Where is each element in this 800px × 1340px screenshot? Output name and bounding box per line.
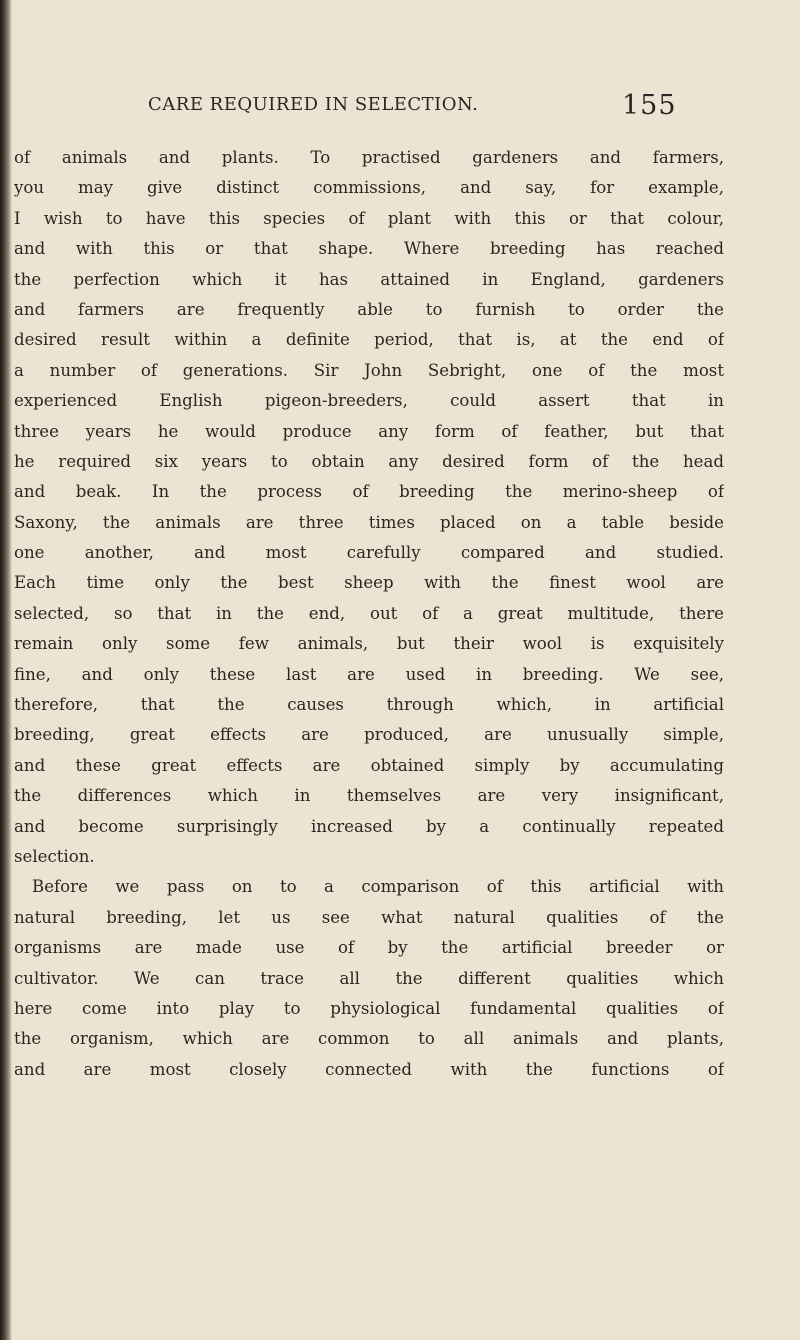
text-line: here come into play to physiological fundamental qualities of — [14, 998, 724, 1018]
text-line: Saxony, the animals are three times placed on a table beside — [14, 512, 724, 532]
text-line: the perfection which it has attained in England, gardeners — [14, 269, 724, 289]
text-line: breeding, great effects are produced, are unusually simple, — [14, 725, 724, 745]
text-line: organisms are made use of by the artificial breeder or — [14, 938, 724, 958]
paragraph-1 — [14, 143, 724, 872]
text-line: Each time only the best sheep with the finest wool are — [14, 573, 724, 593]
text-line: desired result within a definite period, that is, at the end of — [14, 330, 724, 350]
text-line: remain only some few animals, but their wool is exquisitely — [14, 634, 724, 654]
paragraph-2 — [14, 872, 724, 1085]
body-text — [14, 143, 724, 1085]
text-line: and become surprisingly increased by a continually repeated — [14, 816, 724, 836]
text-line: he required six years to obtain any desired form of the head — [14, 451, 724, 471]
text-line: therefore, that the causes through which, in artificial — [14, 695, 724, 715]
text-line: and beak. In the process of breeding the merino-sheep of — [14, 482, 724, 502]
text-line: one another, and most carefully compared and studied. — [14, 543, 724, 563]
text-line: fine, and only these last are used in breeding. We see, — [14, 664, 724, 684]
text-line: experienced English pigeon-breeders, could assert that in — [14, 391, 724, 411]
text-line: and these great effects are obtained simply by accumulating — [14, 755, 724, 775]
text-line: Before we pass on to a comparison of this artificial with — [32, 877, 724, 897]
text-line: and farmers are frequently able to furnish to order the — [14, 299, 724, 319]
text-line: natural breeding, let us see what natural qualities of the — [14, 907, 724, 927]
text-line: and are most closely connected with the functions of — [14, 1059, 724, 1079]
text-line: the differences which in themselves are very insignificant, — [14, 786, 724, 806]
text-line: a number of generations. Sir John Sebright, one of the most — [14, 360, 724, 380]
text-line: I wish to have this species of plant with this or that colour, — [14, 208, 724, 228]
text-line: and with this or that shape. Where breeding has reached — [14, 239, 724, 259]
text-line: selection. — [14, 846, 95, 866]
page-header — [0, 90, 800, 130]
page-number: 155 — [622, 90, 677, 121]
text-line: the organism, which are common to all animals and plants, — [14, 1029, 724, 1049]
text-line: you may give distinct commissions, and say, for example, — [14, 178, 724, 198]
text-line: cultivator. We can trace all the different qualities which — [14, 968, 724, 988]
running-head: CARE REQUIRED IN SELECTION. — [148, 94, 479, 115]
text-line: three years he would produce any form of feather, but that — [14, 421, 724, 441]
text-line: selected, so that in the end, out of a great multitude, there — [14, 603, 724, 623]
text-line: of animals and plants. To practised gardeners and farmers, — [14, 148, 724, 167]
binding-gutter-shadow — [0, 0, 12, 1340]
